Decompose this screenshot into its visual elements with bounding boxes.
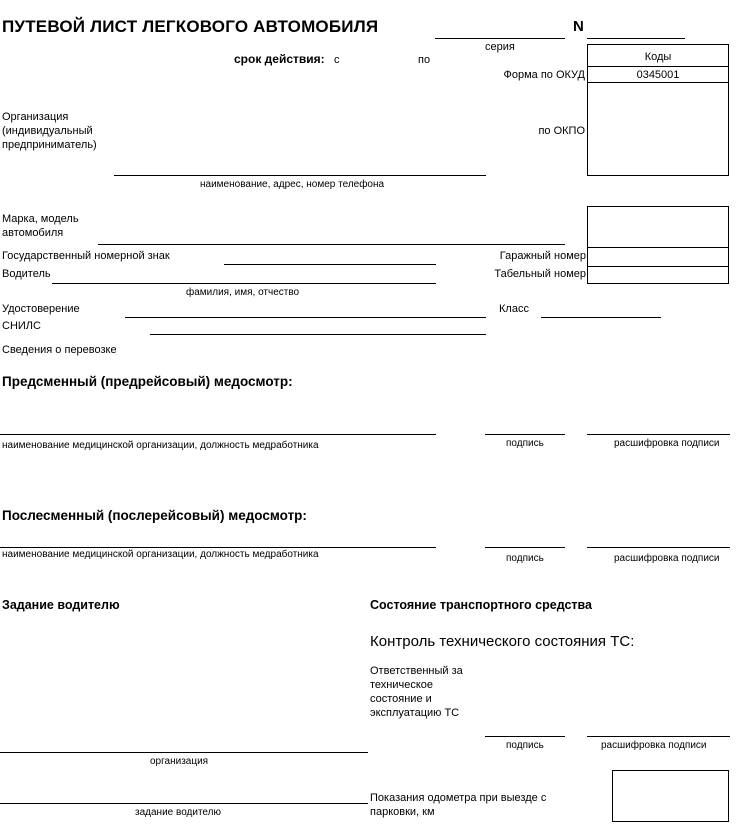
pre-shift-org-caption: наименование медицинской организации, должность медработника — [2, 440, 319, 451]
car-model-label: Марка, модель автомобиля — [2, 213, 79, 239]
post-shift-decode-line[interactable] — [587, 547, 730, 548]
validity-to-label: по — [418, 54, 431, 66]
driver-name-input-line[interactable] — [52, 283, 436, 284]
pre-shift-decode-line[interactable] — [587, 434, 730, 435]
driver-label: Водитель — [2, 268, 51, 280]
snils-input-line[interactable] — [150, 334, 486, 335]
garage-number-label: Гаражный номер — [499, 250, 586, 262]
series-input-line[interactable] — [435, 38, 565, 39]
codes-header: Коды — [644, 51, 672, 63]
validity-label: срок действия: — [234, 52, 325, 66]
organization-label: Организация (индивидуальный предприниматель) — [2, 111, 97, 151]
garage-number-cell[interactable] — [588, 247, 728, 266]
odometer-label: Показания одометра при выезде с парковки, км — [370, 792, 547, 818]
number-sign: N — [573, 18, 584, 35]
validity-from-label: с — [334, 54, 340, 66]
post-shift-org-input-line[interactable] — [0, 547, 436, 548]
number-input-line[interactable] — [587, 38, 685, 39]
responsible-signature-caption: подпись — [506, 740, 544, 751]
pre-shift-signature-line[interactable] — [485, 434, 565, 435]
post-shift-signature-caption: подпись — [506, 553, 544, 564]
okud-label: Форма по ОКУД — [503, 69, 585, 81]
responsible-decode-line[interactable] — [587, 736, 730, 737]
pre-shift-decode-caption: расшифровка подписи — [614, 438, 720, 449]
driver-task-org-caption: организация — [150, 756, 209, 767]
license-label: Удостоверение — [2, 303, 80, 315]
codes-box — [587, 44, 729, 176]
tab-number-label: Табельный номер — [494, 268, 586, 280]
pre-shift-heading: Предсменный (предрейсовый) медосмотр: — [2, 374, 293, 389]
form-title: ПУТЕВОЙ ЛИСТ ЛЕГКОВОГО АВТОМОБИЛЯ — [2, 17, 379, 36]
pre-shift-signature-caption: подпись — [506, 438, 544, 449]
post-shift-signature-line[interactable] — [485, 547, 565, 548]
tab-number-cell[interactable] — [588, 266, 728, 283]
responsible-decode-caption: расшифровка подписи — [601, 740, 707, 751]
license-input-line[interactable] — [125, 317, 486, 318]
okpo-label: по ОКПО — [538, 125, 585, 137]
responsible-person-label: Ответственный за техническое состояние и эксплуатацию ТС — [370, 665, 463, 719]
driver-name-caption: фамилия, имя, отчество — [186, 287, 300, 298]
vehicle-state-heading: Состояние транспортного средства — [370, 598, 593, 612]
post-shift-decode-caption: расшифровка подписи — [614, 553, 720, 564]
transport-info-label: Сведения о перевозке — [2, 344, 117, 356]
plate-number-label: Государственный номерной знак — [2, 250, 170, 262]
series-caption: серия — [485, 41, 515, 53]
tech-control-heading: Контроль технического состояния ТС: — [370, 633, 635, 650]
car-model-input-line[interactable] — [98, 244, 565, 245]
class-label: Класс — [499, 303, 529, 315]
post-shift-org-caption: наименование медицинской организации, должность медработника — [2, 549, 319, 560]
vehicle-codes-box — [587, 206, 729, 284]
snils-label: СНИЛС — [2, 320, 41, 332]
driver-task-caption: задание водителю — [135, 807, 221, 818]
okud-code-cell[interactable] — [588, 66, 728, 83]
driver-task-input-line[interactable] — [0, 803, 368, 804]
okud-code-value: 0345001 — [636, 69, 680, 81]
vehicle-code-cell[interactable] — [588, 207, 728, 247]
post-shift-heading: Послесменный (послерейсовый) медосмотр: — [2, 508, 307, 523]
driver-task-org-input-line[interactable] — [0, 752, 368, 753]
okpo-code-cell[interactable] — [588, 83, 728, 175]
odometer-input-box[interactable] — [612, 770, 729, 822]
plate-number-input-line[interactable] — [224, 264, 436, 265]
driver-task-heading: Задание водителю — [2, 598, 120, 612]
pre-shift-org-input-line[interactable] — [0, 434, 436, 435]
organization-caption: наименование, адрес, номер телефона — [200, 179, 385, 190]
organization-input-line[interactable] — [114, 175, 486, 176]
class-input-line[interactable] — [541, 317, 661, 318]
responsible-signature-line[interactable] — [485, 736, 565, 737]
